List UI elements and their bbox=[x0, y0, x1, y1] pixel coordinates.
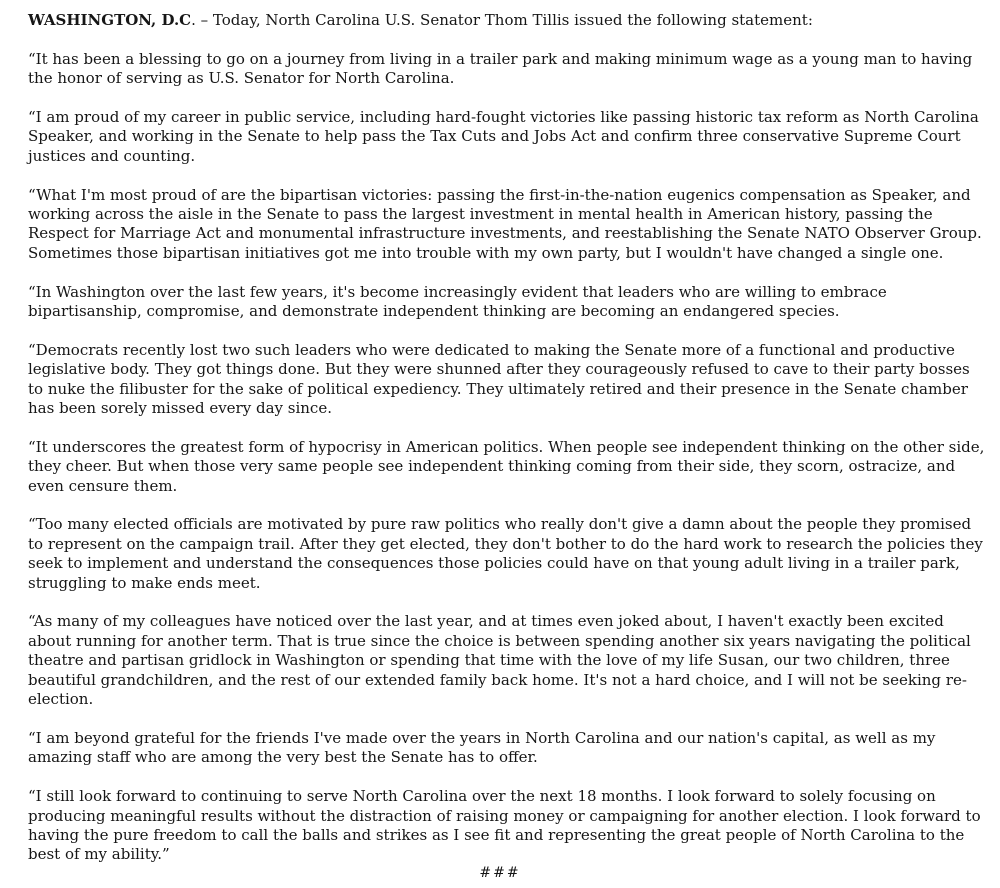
dateline: WASHINGTON, D.C bbox=[28, 11, 192, 29]
statement-paragraph-8: “As many of my colleagues have noticed over the last year, and at times even joked about, I haven't exactly been excited about running for another term. That is true since the choice is between spending another six years navigating the political theatre and partisan gridlock in Washington or spending that time with the love of my life Susan, our two children, three beautiful grandchildren, and the rest of our extended family back home. It's not a hard choice, and I will not be seeking re-election. bbox=[28, 612, 971, 709]
statement-paragraph-3: “What I'm most proud of are the bipartisan victories: passing the first-in-the-nation eugenics compensation as Speaker, and working across the aisle in the Senate to pass the largest investment in mental health in American history, passing the Respect for Marriage Act and monumental infrastructure investments, and reestablishing the Senate NATO Observer Group. Sometimes those bipartisan initiatives got me into trouble with my own party, but I wouldn't have changed a single one. bbox=[28, 185, 982, 262]
statement-paragraph-2: “I am proud of my career in public service, including hard-fought victories like passing historic tax reform as North Carolina Speaker, and working in the Senate to help pass the Tax Cuts and Jobs Act and confirm three conservative Supreme Court justices and counting. bbox=[28, 108, 979, 165]
statement-paragraph-5: “Democrats recently lost two such leaders who were dedicated to making the Senate more of a functional and productive legislative body. They got things done. But they were shunned after they courageously refused to cave to their party bosses to nuke the filibuster for the sake of political expediency. They ultimately retired and their presence in the Senate chamber has been sorely missed every day since. bbox=[28, 340, 970, 418]
statement-paragraph-10: “I still look forward to continuing to serve North Carolina over the next 18 months. I look forward to solely focusing on producing meaningful results without the distraction of raising money or campaigning for another election. I look forward to having the pure freedom to call the balls and strikes as I see fit and representing the great people of North Carolina to the best of my ability.” bbox=[28, 787, 981, 864]
statement-paragraph-9: “I am beyond grateful for the friends I've made over the years in North Carolina and our nation's capital, as well as my amazing staff who are among the very best the Senate has to offer. bbox=[28, 728, 936, 767]
statement-paragraph-7: “Too many elected officials are motivated by pure raw politics who really don't give a damn about the people they promised to represent on the campaign trail. After they get elected, they don't bother to do the hard work to research the policies they seek to implement and understand the consequences those policies could have on that young adult living in a trailer park, struggling to make ends meet. bbox=[28, 515, 983, 592]
end-of-release-mark: ### bbox=[479, 865, 521, 881]
intro-text: . – Today, North Carolina U.S. Senator Thom Tillis issued the following statement: bbox=[191, 11, 813, 29]
statement-paragraph-4: “In Washington over the last few years, it's become increasingly evident that leaders who are willing to embrace bipartisanship, compromise, and demonstrate independent thinking are becoming an endangered species. bbox=[28, 282, 887, 321]
press-release-body bbox=[28, 11, 986, 884]
intro-paragraph bbox=[28, 11, 986, 30]
statement-paragraph-6: “It underscores the greatest form of hypocrisy in American politics. When people see independent thinking on the other side, they cheer. But when those very same people see independent thinking coming from their side, they scorn, ostracize, and even censure them. bbox=[28, 437, 985, 495]
statement-paragraph-1: “It has been a blessing to go on a journey from living in a trailer park and making minimum wage as a young man to having the honor of serving as U.S. Senator for North Carolina. bbox=[28, 49, 973, 88]
